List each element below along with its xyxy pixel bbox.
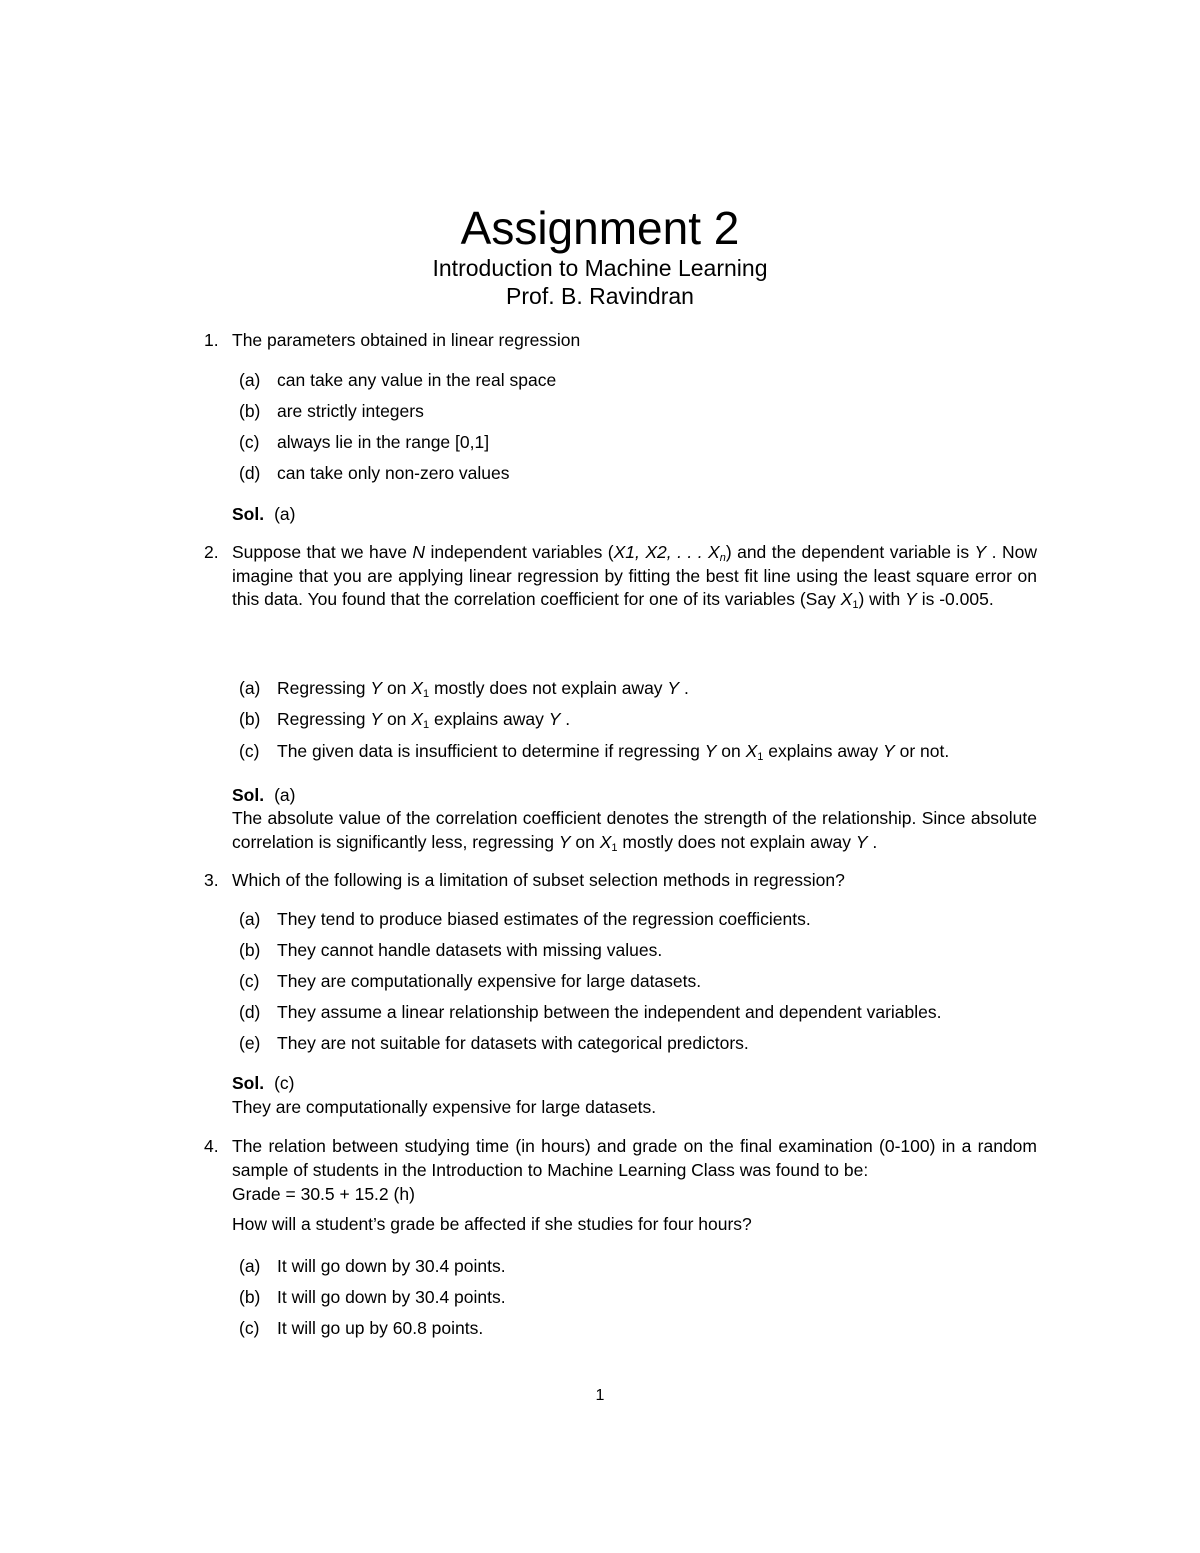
question-number: 2.	[204, 542, 219, 562]
option-a: (a) They tend to produce biased estimates of the regression coefficients.	[239, 909, 811, 929]
solution: Sol. (c)	[232, 1073, 295, 1093]
option-c: (c) The given data is insufficient to determine if regressing Y on $X_1$ explains away Y or not.	[239, 741, 950, 763]
option-e: (e) They are not suitable for datasets with categorical predictors.	[239, 1033, 749, 1053]
option-b: (b) They cannot handle datasets with missing values.	[239, 940, 663, 960]
option-b: (b) are strictly integers	[239, 401, 424, 421]
page-number: 1	[595, 1387, 605, 1404]
option-d: (d) They assume a linear relationship between the independent and dependent variables.	[239, 1002, 942, 1022]
question-text: The parameters obtained in linear regression	[232, 330, 581, 350]
document-title: Assignment 2	[460, 202, 740, 254]
question-text: Which of the following is a limitation of subset selection methods in regression?	[232, 870, 845, 890]
solution-explanation: They are computationally expensive for large datasets.	[232, 1097, 657, 1117]
regression-formula: Grade = 30.5 + 15.2 (h)	[232, 1184, 415, 1204]
option-c: (c) It will go up by 60.8 points.	[239, 1318, 484, 1338]
option-c: (c) They are computationally expensive for large datasets.	[239, 971, 702, 991]
option-d: (d) can take only non-zero values	[239, 463, 510, 483]
question-number: 3.	[204, 870, 219, 890]
course-name: Introduction to Machine Learning	[432, 255, 768, 281]
option-a: (a) It will go down by 30.4 points.	[239, 1256, 506, 1276]
option-b: (b) It will go down by 30.4 points.	[239, 1287, 506, 1307]
instructor-name: Prof. B. Ravindran	[506, 283, 694, 309]
question-number: 4.	[204, 1136, 219, 1156]
question-text: Suppose that we have N independent variables (X1, X2, . . . $X_n$) and the dependent variable is Y . Now imagine that you are applying linear regression by fitting the best fit line using the least square error on this data. You found that the correlation coefficient for one of its variables (Say $X_1$) with Y is -0.005.	[232, 542, 1037, 611]
solution: Sol. (a)	[232, 504, 296, 524]
option-a: (a) Regressing Y on $X_1$ mostly does not explain away Y .	[239, 678, 689, 700]
solution: Sol. (a)	[232, 785, 296, 805]
option-c: (c) always lie in the range [0,1]	[239, 432, 490, 452]
question-text: The relation between studying time (in hours) and grade on the final examination (0-100) in a random sample of students in the Introduction to Machine Learning Class was found to be:	[232, 1136, 1037, 1180]
solution-explanation: The absolute value of the correlation coefficient denotes the strength of the relationship. Since absolute correlation is significantly less, regressing Y on $X_1$ mostly does not explain away Y .	[232, 808, 1037, 854]
question-prompt: How will a student’s grade be affected if she studies for four hours?	[232, 1214, 752, 1234]
option-a: (a) can take any value in the real space	[239, 370, 557, 390]
option-b: (b) Regressing Y on $X_1$ explains away Y .	[239, 709, 571, 731]
question-number: 1.	[204, 330, 219, 350]
